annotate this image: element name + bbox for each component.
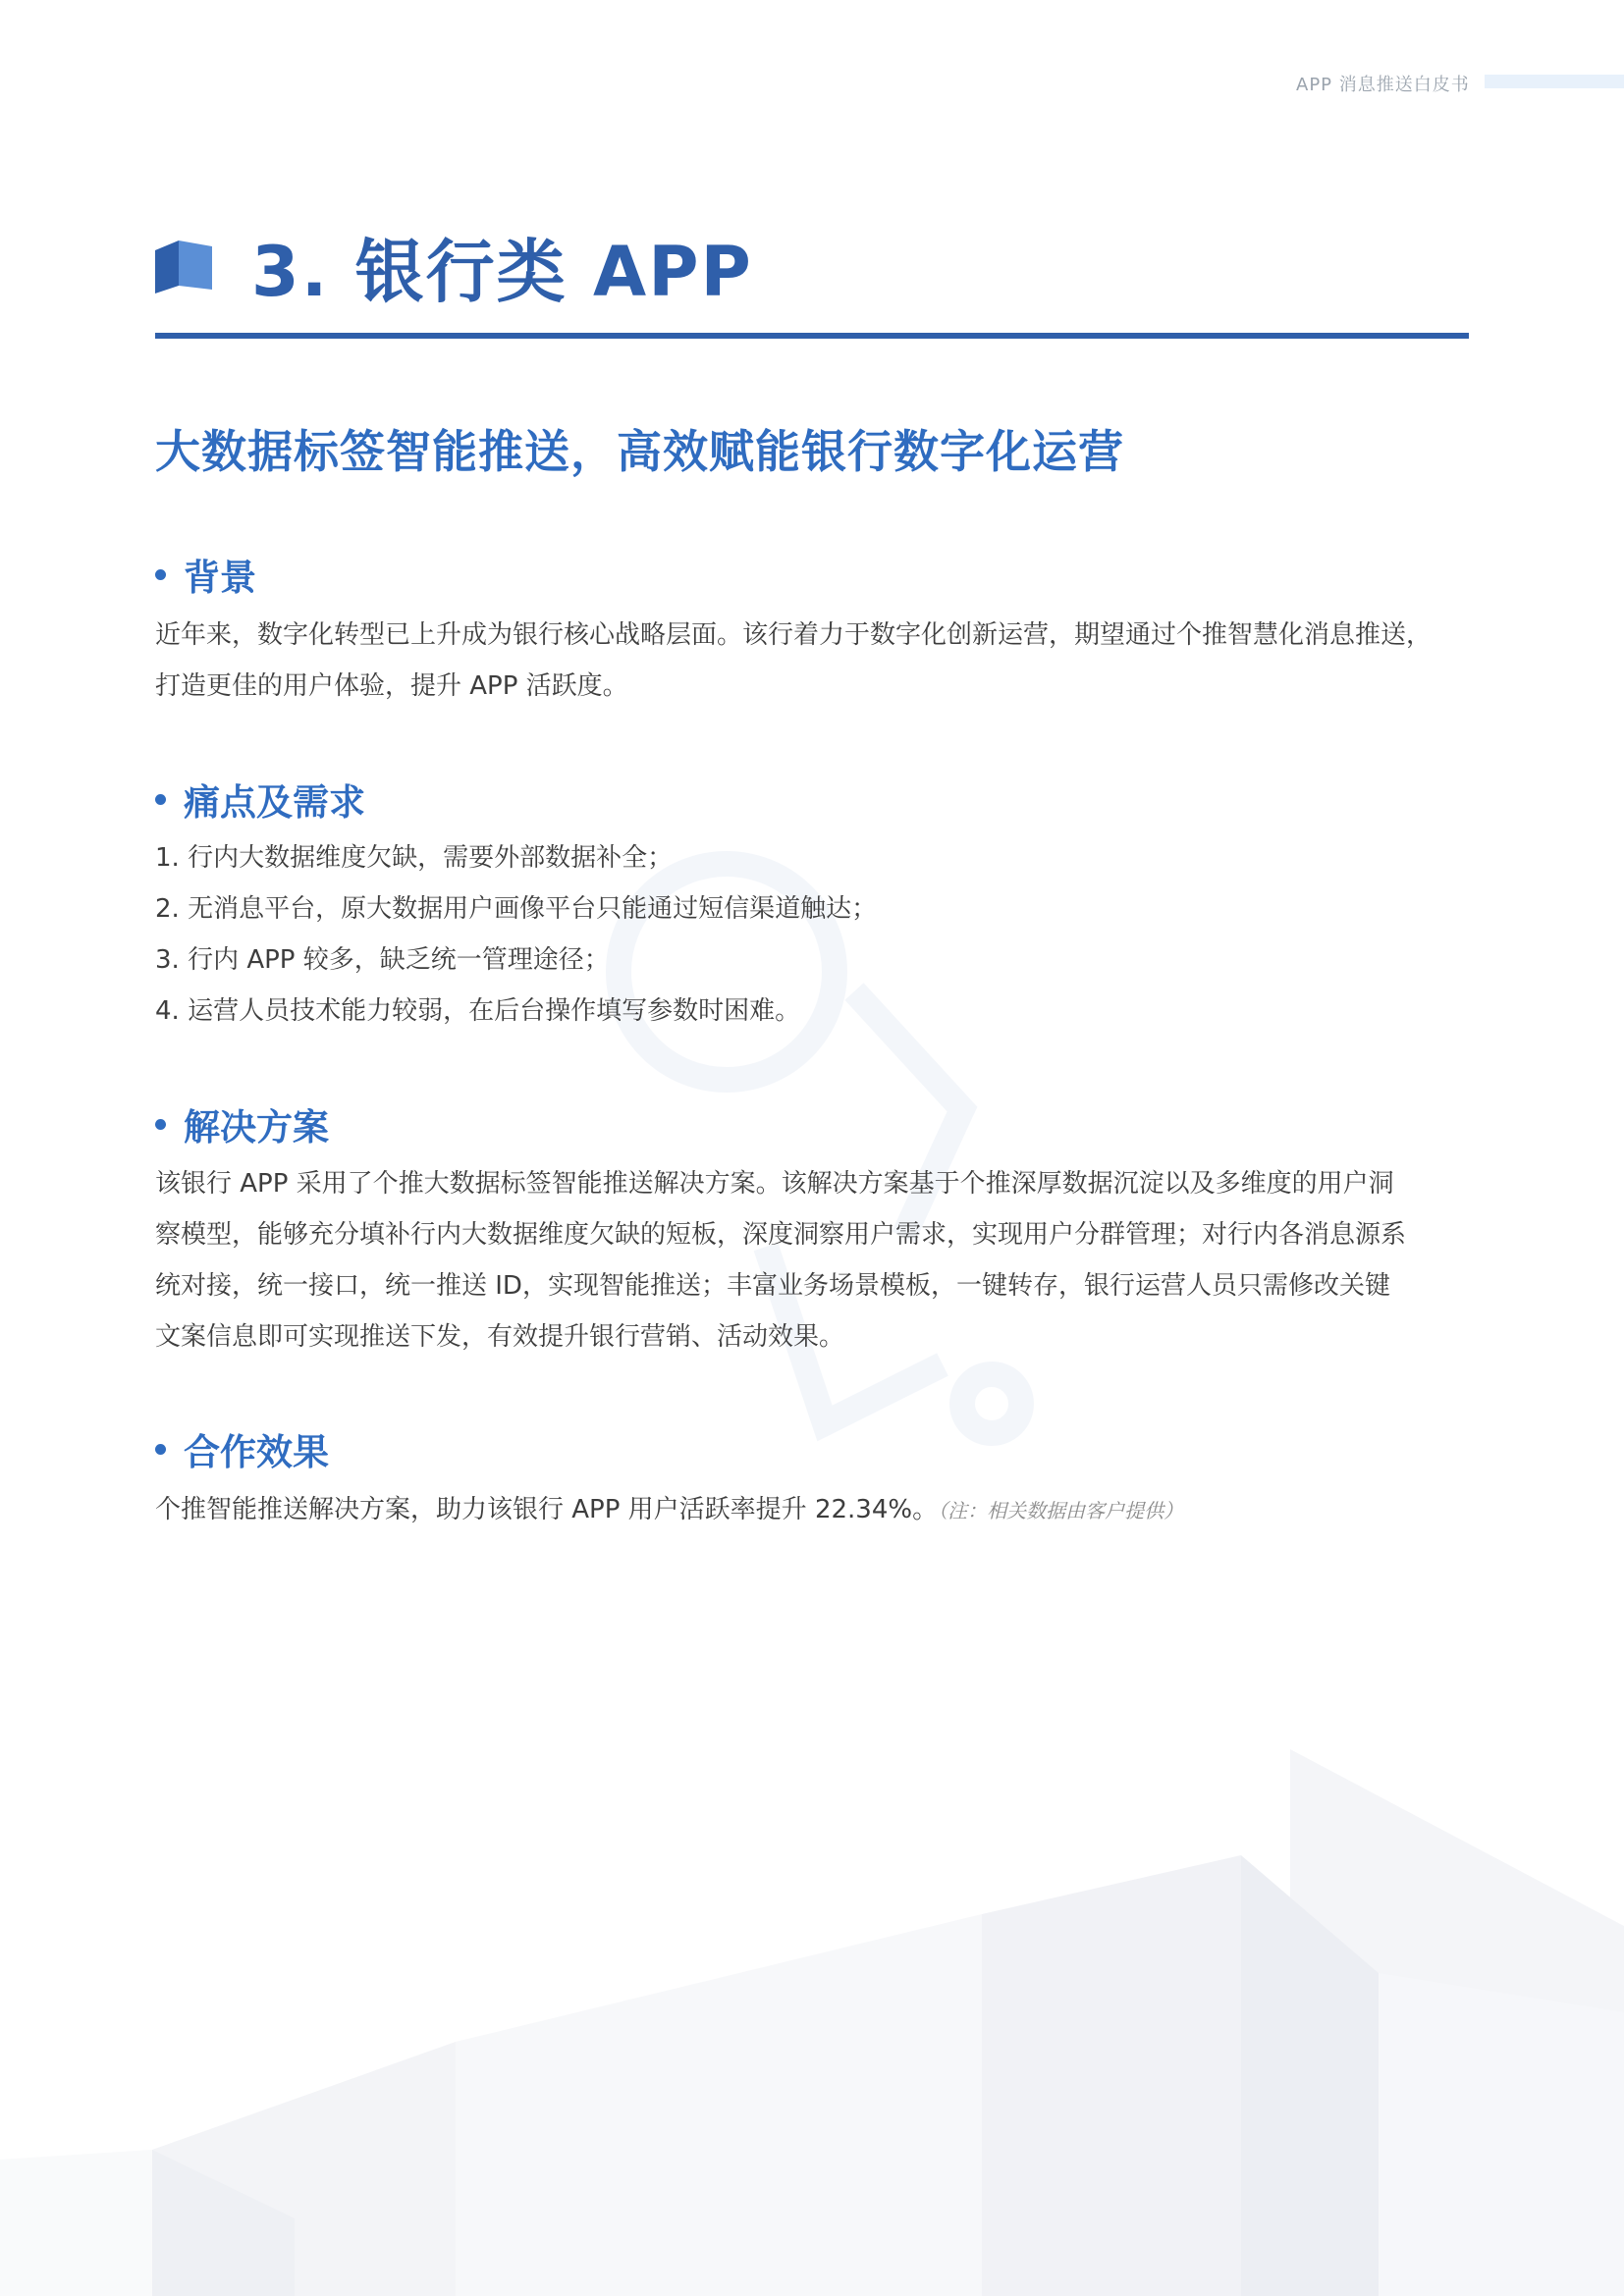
list-item: 4. 运营人员技术能力较弱，在后台操作填写参数时困难。 [155, 996, 801, 1026]
paragraph-line: 察模型，能够充分填补行内大数据维度欠缺的短板，深度洞察用户需求，实现用户分群管理；对行内各消息源系 [155, 1220, 1407, 1250]
section-background-title: 背景 [155, 548, 256, 601]
paragraph-line: 打造更佳的用户体验，提升 APP 活跃度。 [155, 671, 628, 701]
section-pain-points-list [155, 832, 1471, 1037]
running-header: APP 消息推送白皮书 [1296, 75, 1470, 95]
list-item: 1. 行内大数据维度欠缺，需要外部数据补全； [155, 843, 674, 873]
section-results-title: 合作效果 [155, 1422, 329, 1475]
list-item: 2. 无消息平台，原大数据用户画像平台只能通过短信渠道触达； [155, 894, 878, 924]
bullet-dot-icon [155, 794, 166, 805]
running-header-bar [1485, 75, 1624, 88]
list-item: 3. 行内 APP 较多，缺乏统一管理途径； [155, 945, 610, 975]
chapter-divider [155, 333, 1469, 339]
section-solution-title: 解决方案 [155, 1097, 329, 1150]
paragraph-line: 文案信息即可实现推送下发，有效提升银行营销、活动效果。 [155, 1322, 845, 1352]
section-results-body [155, 1484, 1471, 1536]
section-pain-points-title: 痛点及需求 [155, 773, 365, 826]
section-background-body [155, 610, 1471, 712]
chapter-title: 3. 银行类 APP [251, 231, 753, 312]
paragraph-line: 统对接，统一接口，统一推送 ID，实现智能推送；丰富业务场景模板，一键转存，银行运营人员只需修改关键 [155, 1271, 1390, 1301]
section-solution-body [155, 1158, 1471, 1362]
bullet-dot-icon [155, 1444, 166, 1455]
results-text: 个推智能推送解决方案，助力该银行 APP 用户活跃率提升 22.34%。 [155, 1495, 939, 1524]
bullet-dot-icon [155, 569, 166, 580]
bullet-dot-icon [155, 1119, 166, 1130]
paragraph-line: 近年来，数字化转型已上升成为银行核心战略层面。该行着力于数字化创新运营，期望通过个推智慧化消息推送， [155, 620, 1433, 650]
results-note: （注：相关数据由客户提供） [938, 1499, 1184, 1522]
chapter-heading [155, 222, 753, 310]
paragraph-line: 该银行 APP 采用了个推大数据标签智能推送解决方案。该解决方案基于个推深厚数据沉淀以及多维度的用户洞 [155, 1169, 1394, 1199]
chapter-book-icon [155, 237, 214, 295]
page-headline: 大数据标签智能推送，高效赋能银行数字化运营 [155, 425, 1124, 478]
